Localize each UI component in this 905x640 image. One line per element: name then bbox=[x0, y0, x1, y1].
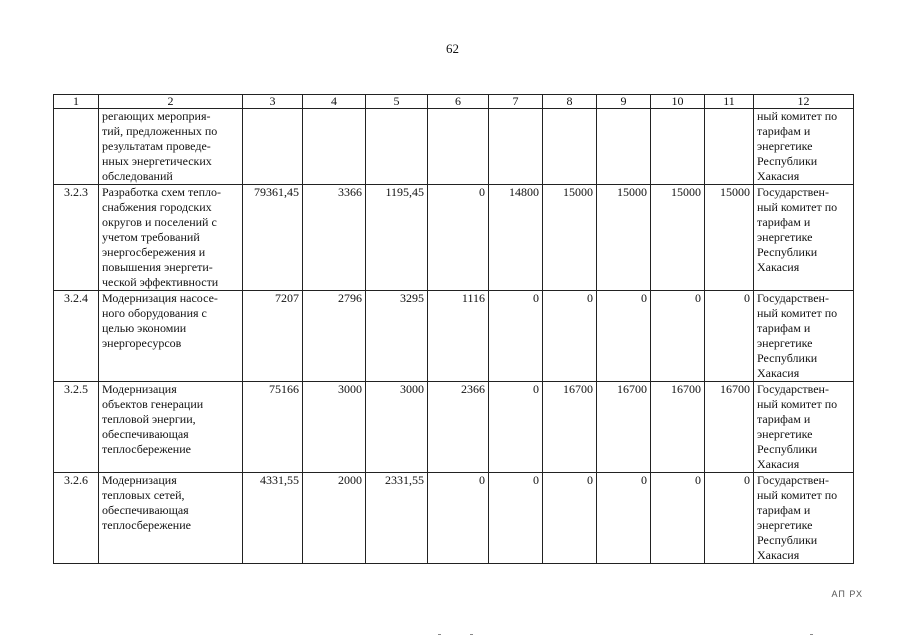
total-amount: 4331,55 bbox=[243, 473, 303, 564]
year-amount bbox=[705, 109, 754, 185]
year-amount bbox=[597, 109, 651, 185]
year-amount: 16700 bbox=[597, 382, 651, 473]
year-amount: 0 bbox=[705, 291, 754, 382]
measure-code: 3.2.5 bbox=[54, 382, 99, 473]
year-amount: 2366 bbox=[428, 382, 489, 473]
total-amount: 79361,45 bbox=[243, 185, 303, 291]
measure-name: Модернизация объектов генерации тепловой энергии, обеспечивающая теплосбережение bbox=[99, 382, 243, 473]
year-amount bbox=[428, 109, 489, 185]
archive-stamp: АП РХ bbox=[831, 589, 863, 599]
total-amount bbox=[243, 109, 303, 185]
column-header: 5 bbox=[366, 95, 428, 109]
year-amount: 14800 bbox=[489, 185, 543, 291]
year-amount: 0 bbox=[651, 291, 705, 382]
year-amount: 0 bbox=[489, 473, 543, 564]
year-amount: 3295 bbox=[366, 291, 428, 382]
column-header: 12 bbox=[754, 95, 854, 109]
measure-code bbox=[54, 109, 99, 185]
column-header: 2 bbox=[99, 95, 243, 109]
year-amount: 1195,45 bbox=[366, 185, 428, 291]
year-amount: 0 bbox=[651, 473, 705, 564]
header-row bbox=[54, 95, 854, 109]
total-amount: 7207 bbox=[243, 291, 303, 382]
year-amount: 3366 bbox=[303, 185, 366, 291]
column-header: 7 bbox=[489, 95, 543, 109]
measure-code: 3.2.4 bbox=[54, 291, 99, 382]
scan-artifact bbox=[438, 634, 441, 635]
table-row bbox=[54, 291, 854, 382]
year-amount: 2331,55 bbox=[366, 473, 428, 564]
year-amount: 0 bbox=[489, 291, 543, 382]
year-amount: 15000 bbox=[651, 185, 705, 291]
scan-artifact bbox=[470, 634, 473, 635]
program-measures-table bbox=[53, 94, 854, 564]
year-amount: 0 bbox=[705, 473, 754, 564]
year-amount: 15000 bbox=[705, 185, 754, 291]
year-amount: 0 bbox=[543, 291, 597, 382]
page-number: 62 bbox=[446, 41, 459, 56]
year-amount: 1116 bbox=[428, 291, 489, 382]
year-amount bbox=[543, 109, 597, 185]
year-amount: 3000 bbox=[366, 382, 428, 473]
year-amount: 16700 bbox=[543, 382, 597, 473]
year-amount bbox=[366, 109, 428, 185]
year-amount: 16700 bbox=[705, 382, 754, 473]
column-header: 3 bbox=[243, 95, 303, 109]
year-amount: 0 bbox=[543, 473, 597, 564]
measure-code: 3.2.3 bbox=[54, 185, 99, 291]
responsible-executor: Государствен- ный комитет по тарифам и энергетике Республики Хакасия bbox=[754, 473, 854, 564]
year-amount bbox=[651, 109, 705, 185]
column-header: 1 bbox=[54, 95, 99, 109]
responsible-executor: Государствен- ный комитет по тарифам и энергетике Республики Хакасия bbox=[754, 291, 854, 382]
year-amount: 0 bbox=[597, 291, 651, 382]
column-header: 10 bbox=[651, 95, 705, 109]
table-row bbox=[54, 109, 854, 185]
column-header: 11 bbox=[705, 95, 754, 109]
table-row bbox=[54, 382, 854, 473]
responsible-executor: Государствен- ный комитет по тарифам и энергетике Республики Хакасия bbox=[754, 185, 854, 291]
measure-name: регающих мероприя- тий, предложенных по результатам проведе- нных энергетических обследований bbox=[99, 109, 243, 185]
column-header: 8 bbox=[543, 95, 597, 109]
year-amount: 2000 bbox=[303, 473, 366, 564]
table-row bbox=[54, 473, 854, 564]
measure-name: Разработка схем тепло- снабжения городских округов и поселений с учетом требований энергосбережения и повышения энергети- ческой эффективности bbox=[99, 185, 243, 291]
responsible-executor: ный комитет по тарифам и энергетике Республики Хакасия bbox=[754, 109, 854, 185]
year-amount: 0 bbox=[597, 473, 651, 564]
year-amount: 0 bbox=[489, 382, 543, 473]
year-amount: 0 bbox=[428, 473, 489, 564]
year-amount bbox=[303, 109, 366, 185]
column-header: 9 bbox=[597, 95, 651, 109]
measure-name: Модернизация тепловых сетей, обеспечивающая теплосбережение bbox=[99, 473, 243, 564]
column-header: 4 bbox=[303, 95, 366, 109]
year-amount: 2796 bbox=[303, 291, 366, 382]
responsible-executor: Государствен- ный комитет по тарифам и энергетике Республики Хакасия bbox=[754, 382, 854, 473]
year-amount: 15000 bbox=[597, 185, 651, 291]
year-amount: 0 bbox=[428, 185, 489, 291]
year-amount: 16700 bbox=[651, 382, 705, 473]
year-amount: 3000 bbox=[303, 382, 366, 473]
measure-code: 3.2.6 bbox=[54, 473, 99, 564]
year-amount: 15000 bbox=[543, 185, 597, 291]
total-amount: 75166 bbox=[243, 382, 303, 473]
column-header: 6 bbox=[428, 95, 489, 109]
table-row bbox=[54, 185, 854, 291]
measure-name: Модернизация насосе- ного оборудования с целью экономии энергоресурсов bbox=[99, 291, 243, 382]
scan-artifact bbox=[810, 634, 813, 635]
year-amount bbox=[489, 109, 543, 185]
